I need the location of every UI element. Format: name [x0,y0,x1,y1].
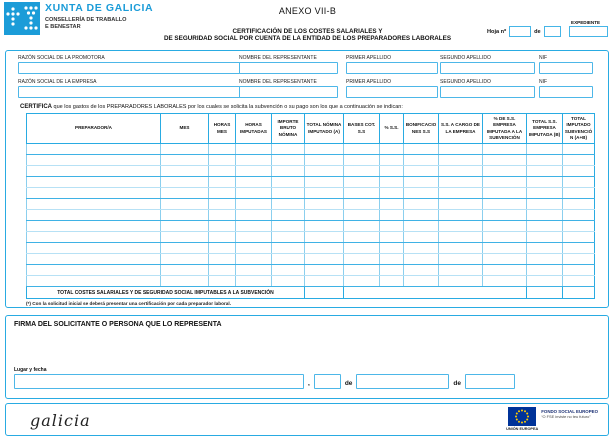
table-cell[interactable] [380,221,404,232]
table-cell[interactable] [344,199,380,210]
hoja-total-input[interactable] [544,26,561,37]
table-cell[interactable] [27,254,161,265]
table-cell[interactable] [483,221,527,232]
table-cell[interactable] [563,243,595,254]
table-cell[interactable] [161,144,209,155]
table-cell[interactable] [209,221,236,232]
empresa-label: RAZÓN SOCIAL DE LA EMPRESA [18,79,97,85]
table-cell[interactable] [404,188,439,199]
table-cell[interactable] [305,210,344,221]
promotora-input[interactable] [18,62,240,74]
table-cell[interactable] [344,276,380,287]
table-row [27,177,595,188]
table-cell[interactable] [344,265,380,276]
promotora-label: RAZÓN SOCIAL DE LA PROMOTORA [18,55,105,61]
total-cell[interactable] [344,287,527,299]
table-cell[interactable] [439,276,483,287]
table-cell[interactable] [209,144,236,155]
signature-panel [5,315,609,399]
table-cell[interactable] [236,210,272,221]
table-cell[interactable] [439,232,483,243]
nif-label: NIF [539,55,548,61]
column-header: HORAS MES [209,114,236,144]
table-cell[interactable] [27,210,161,221]
anexo-label: ANEXO VII-B [278,6,337,16]
table-cell[interactable] [209,177,236,188]
table-cell[interactable] [305,177,344,188]
nif-input[interactable] [539,62,593,74]
segundo-apellido-input[interactable] [440,62,535,74]
table-cell[interactable] [344,144,380,155]
table-cell[interactable] [272,276,305,287]
certifica-statement [20,104,403,110]
table-cell[interactable] [305,199,344,210]
table-cell[interactable] [439,144,483,155]
table-cell[interactable] [27,276,161,287]
table-cell[interactable] [272,177,305,188]
table-cell[interactable] [380,155,404,166]
table-cell[interactable] [483,177,527,188]
table-cell[interactable] [161,166,209,177]
table-cell[interactable] [380,166,404,177]
table-cell[interactable] [161,265,209,276]
table-cell[interactable] [404,265,439,276]
table-cell[interactable] [305,254,344,265]
table-cell[interactable] [483,144,527,155]
table-cell[interactable] [380,243,404,254]
eu-flag-caption: UNIÓN EUROPEA [506,427,539,431]
table-cell[interactable] [27,155,161,166]
table-cell[interactable] [527,254,563,265]
table-row [27,276,595,287]
table-cell[interactable] [563,199,595,210]
table-cell[interactable] [439,177,483,188]
table-cell[interactable] [27,144,161,155]
table-cell[interactable] [439,210,483,221]
table-cell[interactable] [527,188,563,199]
table-cell[interactable] [404,276,439,287]
table-cell[interactable] [563,177,595,188]
column-header: % DE S.S. EMPRESA IMPUTADA A LA SUBVENCIÓN [483,114,527,144]
table-cell[interactable] [344,210,380,221]
table-cell[interactable] [380,188,404,199]
eu-flag-icon [508,407,536,426]
segundo-apellido2-input[interactable] [440,86,535,98]
table-cell[interactable] [236,232,272,243]
table-cell[interactable] [483,155,527,166]
table-cell[interactable] [439,243,483,254]
table-cell[interactable] [27,177,161,188]
table-cell[interactable] [563,210,595,221]
table-row [27,265,595,276]
table-cell[interactable] [305,221,344,232]
column-header: HORAS IMPUTADAS [236,114,272,144]
table-cell[interactable] [563,188,595,199]
expediente-input[interactable] [569,26,608,37]
table-cell[interactable] [236,276,272,287]
table-cell[interactable] [272,166,305,177]
table-cell[interactable] [272,199,305,210]
title-line1: CERTIFICACIÓN DE LOS COSTES SALARIALES Y [232,28,383,35]
de-label-2: de [453,380,461,387]
primer-apellido2-input[interactable] [346,86,438,98]
empresa-row [6,79,608,103]
table-cell[interactable] [272,210,305,221]
table-cell[interactable] [209,188,236,199]
column-header: IMPORTE BRUTO NÓMINA [272,114,305,144]
certifica-keyword: CERTIFICA [20,104,52,110]
table-cell[interactable] [380,177,404,188]
table-cell[interactable] [161,254,209,265]
table-cell[interactable] [483,254,527,265]
table-cell[interactable] [272,221,305,232]
table-body [27,144,595,287]
total-row [27,287,595,299]
table-cell[interactable] [404,155,439,166]
org-name: XUNTA DE GALICIA [45,2,154,14]
table-row [27,199,595,210]
month-input[interactable] [356,374,449,389]
table-cell[interactable] [563,155,595,166]
table-cell[interactable] [236,155,272,166]
table-cell[interactable] [272,265,305,276]
table-row [27,166,595,177]
nif2-input[interactable] [539,86,593,98]
fse-title: FONDO SOCIAL EUROPEO [541,409,598,414]
table-cell[interactable] [209,254,236,265]
table-cell[interactable] [380,144,404,155]
table-cell[interactable] [563,144,595,155]
table-cell[interactable] [27,232,161,243]
table-cell[interactable] [380,265,404,276]
title-line2: DE SEGURIDAD SOCIAL POR CUENTA DE LA ENTIDAD DE LOS PREPARADORES LABORALES [163,35,452,43]
table-cell[interactable] [209,265,236,276]
primer-apellido-input[interactable] [346,62,438,74]
dept-line1: CONSELLERÍA DE TRABALLO [45,16,127,23]
table-cell[interactable] [272,188,305,199]
representante2-input[interactable] [239,86,338,98]
representante2-label: NOMBRE DEL REPRESENTANTE [239,79,317,85]
table-cell[interactable] [483,265,527,276]
table-cell[interactable] [404,232,439,243]
table-cell[interactable] [27,188,161,199]
table-cell[interactable] [344,254,380,265]
table-cell[interactable] [236,166,272,177]
table-header-row [27,114,595,144]
table-cell[interactable] [305,155,344,166]
costs-table-wrap [26,113,595,299]
representante-label: NOMBRE DEL REPRESENTANTE [239,55,317,61]
table-row [27,221,595,232]
table-cell[interactable] [27,166,161,177]
table-cell[interactable] [27,243,161,254]
table-cell[interactable] [404,254,439,265]
table-row [27,155,595,166]
primer-apellido2-label: PRIMER APELLIDO [346,79,392,85]
table-cell[interactable] [272,254,305,265]
table-cell[interactable] [527,243,563,254]
table-cell[interactable] [380,232,404,243]
table-cell[interactable] [527,144,563,155]
table-cell[interactable] [209,276,236,287]
main-form-panel [5,50,609,308]
column-header: TOTAL IMPUTADO SUBVENCIÓN (A+B) [563,114,595,144]
table-cell[interactable] [27,221,161,232]
place-input[interactable] [14,374,304,389]
dept-line2: E BENESTAR [45,23,81,30]
table-cell[interactable] [439,254,483,265]
table-row [27,144,595,155]
table-cell[interactable] [209,166,236,177]
table-cell[interactable] [439,199,483,210]
footer-panel [5,403,609,436]
table-cell[interactable] [563,265,595,276]
table-cell[interactable] [380,276,404,287]
table-cell[interactable] [404,221,439,232]
day-input[interactable] [314,374,341,389]
hoja-group [487,26,561,37]
table-cell[interactable] [209,243,236,254]
table-cell[interactable] [404,166,439,177]
table-cell[interactable] [236,243,272,254]
table-cell[interactable] [527,232,563,243]
table-cell[interactable] [236,144,272,155]
table-cell[interactable] [161,155,209,166]
promotora-row [6,55,608,79]
table-row [27,243,595,254]
table-row [27,232,595,243]
table-cell[interactable] [209,210,236,221]
table-cell[interactable] [483,210,527,221]
table-cell[interactable] [404,199,439,210]
column-header: BASES COT. S.S [344,114,380,144]
table-cell[interactable] [344,188,380,199]
nif2-label: NIF [539,79,548,85]
table-cell[interactable] [305,276,344,287]
primer-apellido-label: PRIMER APELLIDO [346,55,392,61]
table-cell[interactable] [527,276,563,287]
column-header: S.S. A CARGO DE LA EMPRESA [439,114,483,144]
table-cell[interactable] [161,276,209,287]
table-cell[interactable] [404,243,439,254]
table-cell[interactable] [305,188,344,199]
table-cell[interactable] [439,155,483,166]
table-cell[interactable] [344,177,380,188]
table-cell[interactable] [563,232,595,243]
column-header: PREPARADOR/A [27,114,161,144]
table-cell[interactable] [161,177,209,188]
table-cell[interactable] [161,188,209,199]
table-cell[interactable] [527,221,563,232]
table-cell[interactable] [27,265,161,276]
column-header: % S.S. [380,114,404,144]
table-cell[interactable] [563,221,595,232]
table-cell[interactable] [527,265,563,276]
table-cell[interactable] [344,232,380,243]
table-cell[interactable] [404,144,439,155]
table-cell[interactable] [563,276,595,287]
table-cell[interactable] [161,221,209,232]
table-cell[interactable] [483,166,527,177]
table-cell[interactable] [404,177,439,188]
table-cell[interactable] [344,221,380,232]
table-cell[interactable] [527,155,563,166]
table-cell[interactable] [439,221,483,232]
table-row [27,188,595,199]
table-cell[interactable] [236,265,272,276]
table-cell[interactable] [209,232,236,243]
table-cell[interactable] [161,210,209,221]
table-cell[interactable] [272,243,305,254]
total-cell[interactable] [305,287,344,299]
table-cell[interactable] [344,243,380,254]
column-header: BONIFICACIONES S.S [404,114,439,144]
hoja-number-input[interactable] [509,26,531,37]
segundo-apellido2-label: SEGUNDO APELLIDO [440,79,491,85]
table-cell[interactable] [483,243,527,254]
de-label-1: de [344,380,353,387]
table-cell[interactable] [236,199,272,210]
year-input[interactable] [465,374,515,389]
table-cell[interactable] [527,177,563,188]
table-footnote: (*) Con la solicitud inicial se deberá presentar una certificación por cada preparador laboral. [26,301,232,306]
table-cell[interactable] [272,155,305,166]
table-cell[interactable] [483,188,527,199]
table-cell[interactable] [483,199,527,210]
galicia-wordmark: galicia [30,411,91,430]
lugar-fecha-label: Lugar y fecha [14,367,47,373]
table-cell[interactable] [483,232,527,243]
table-cell[interactable] [236,254,272,265]
segundo-apellido-label: SEGUNDO APELLIDO [440,55,491,61]
table-row [27,254,595,265]
table-cell[interactable] [236,221,272,232]
total-row-label: TOTAL COSTES SALARIALES Y DE SEGURIDAD SOCIAL IMPUTABLES A LA SUBVENCIÓN [27,287,305,299]
certifica-text: que los gastos de los PREPARADORES LABORALES por los cuales se solicita la subvención o su pago son los que a continuación se indican: [52,104,403,110]
table-cell[interactable] [27,199,161,210]
table-cell[interactable] [439,188,483,199]
table-cell[interactable] [236,188,272,199]
table-cell[interactable] [236,177,272,188]
column-header: MES [161,114,209,144]
table-cell[interactable] [527,166,563,177]
eu-funding-block [506,407,598,431]
table-cell[interactable] [344,155,380,166]
costs-table [26,113,595,299]
total-cell[interactable] [563,287,595,299]
table-cell[interactable] [527,210,563,221]
table-cell[interactable] [563,166,595,177]
expediente-label: EXPEDIENTE [571,20,601,25]
table-cell[interactable] [380,254,404,265]
table-cell[interactable] [527,199,563,210]
table-cell[interactable] [209,155,236,166]
table-cell[interactable] [563,254,595,265]
table-cell[interactable] [305,166,344,177]
table-cell[interactable] [439,166,483,177]
representante-input[interactable] [239,62,338,74]
table-cell[interactable] [380,210,404,221]
table-cell[interactable] [305,243,344,254]
empresa-input[interactable] [18,86,240,98]
table-cell[interactable] [161,243,209,254]
column-header: TOTAL NÓMINA IMPUTADO (A) [305,114,344,144]
table-cell[interactable] [344,166,380,177]
table-row [27,210,595,221]
hoja-label: Hoja nº [487,29,507,35]
hoja-de-label: de [534,29,541,35]
table-cell[interactable] [305,232,344,243]
comma-separator: , [308,380,310,387]
table-cell[interactable] [161,232,209,243]
signature-title: FIRMA DEL SOLICITANTE O PERSONA QUE LO REPRESENTA [14,321,222,328]
table-cell[interactable] [161,199,209,210]
table-cell[interactable] [305,144,344,155]
table-cell[interactable] [380,199,404,210]
lugar-fecha-row [14,374,515,389]
total-cell[interactable] [527,287,563,299]
table-cell[interactable] [209,199,236,210]
fse-tagline: “O FSE inviste no teu futuro” [541,414,591,420]
table-cell[interactable] [404,210,439,221]
column-header: TOTAL S.S. EMPRESA IMPUTADA (B) [527,114,563,144]
table-cell[interactable] [439,265,483,276]
table-cell[interactable] [305,265,344,276]
table-cell[interactable] [272,232,305,243]
table-cell[interactable] [483,276,527,287]
table-cell[interactable] [272,144,305,155]
